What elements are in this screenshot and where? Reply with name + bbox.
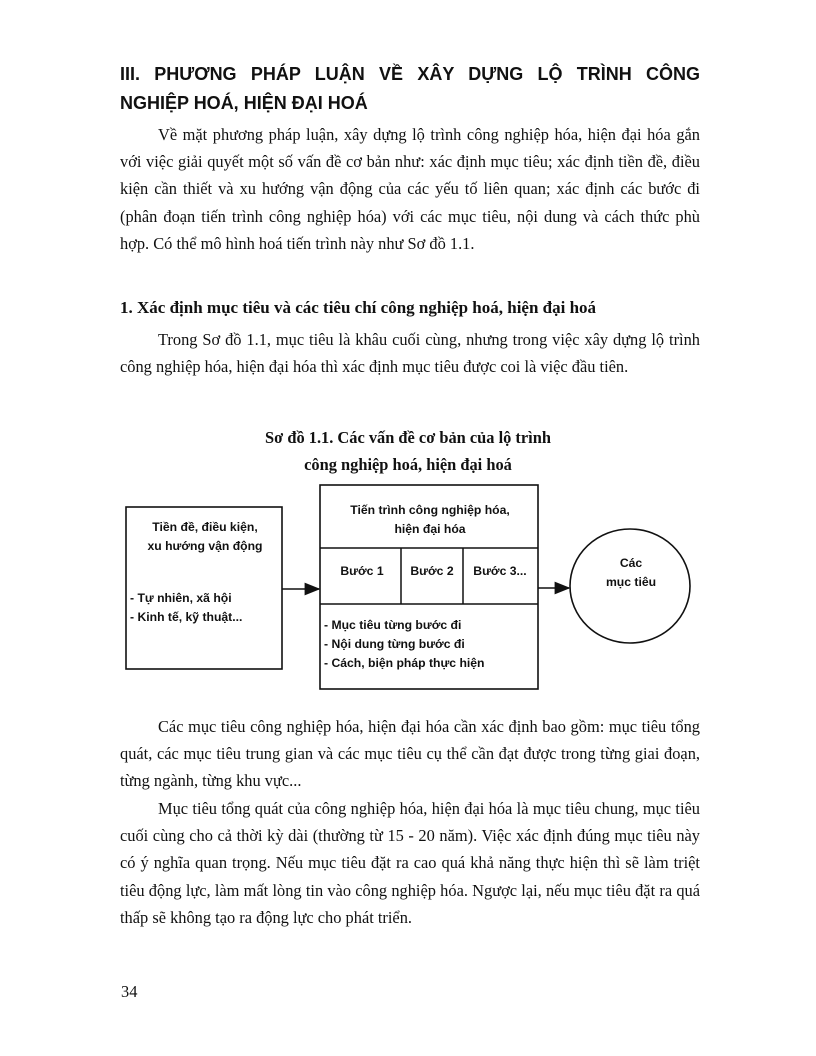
goal-label-line-2: mục tiêu	[605, 575, 657, 589]
middle-box-title-line-2: hiện đại hóa	[394, 522, 466, 536]
section-heading-line-1: III. PHƯƠNG PHÁP LUẬN VỀ XÂY DỰNG LỘ TRÌNH CÔNG	[120, 64, 700, 84]
left-box-title-line-2: xu hướng vận động	[147, 539, 263, 553]
left-box-title-line-1: Tiền đề, điều kiện,	[152, 520, 258, 534]
step-3-cell: Bước 3...	[473, 564, 527, 578]
general-goal-paragraph: Mục tiêu tổng quát của công nghiệp hóa, hiện đại hóa là mục tiêu chung, mục tiêu cuối cùng cho cả thời kỳ dài (thường từ 15 - 20 năm). Việc xác định đúng mục tiêu này có ý nghĩa quan trọng. Nếu mục tiêu đặt ra cao quá khả năng thực hiện thì sẽ làm triệt tiêu động lực, làm mất lòng tin vào công nghiệp hóa. Ngược lại, nếu mục tiêu đặt ra quá thấp sẽ không tạo ra động lực cho phát triển.	[120, 799, 700, 927]
subsection-title: 1. Xác định mục tiêu và các tiêu chí công nghiệp hoá, hiện đại hoá	[120, 298, 597, 317]
left-box-item: - Tự nhiên, xã hội	[130, 591, 232, 605]
goal-label	[582, 554, 680, 592]
intro-paragraph: Về mặt phương pháp luận, xây dựng lộ trình công nghiệp hóa, hiện đại hóa gắn với việc giải quyết một số vấn đề cơ bản như: xác định mục tiêu; xác định tiền đề, điều kiện cần thiết và xu hướng vận động của các yếu tố liên quan; xác định các bước đi (phân đoạn tiến trình công nghiệp hóa) với các mục tiêu, nội dung và cách thức phù hợp. Có thể mô hình hoá tiến trình này như Sơ đồ 1.1.	[120, 125, 700, 253]
left-box-list	[130, 589, 280, 627]
page-number: 34	[121, 982, 138, 1001]
step-2-cell: Bước 2	[410, 564, 454, 578]
middle-box-item: - Nội dung từng bước đi	[324, 637, 465, 651]
section-heading	[120, 60, 700, 118]
middle-box-title	[324, 501, 536, 539]
middle-box-item: - Cách, biện pháp thực hiện	[324, 656, 485, 670]
middle-box-item: - Mục tiêu từng bước đi	[324, 618, 462, 632]
middle-box-list	[324, 616, 538, 673]
left-box-item: - Kinh tế, kỹ thuật...	[130, 610, 243, 624]
subsection-paragraph: Trong Sơ đồ 1.1, mục tiêu là khâu cuối cùng, nhưng trong việc xây dựng lộ trình công nghiệp hóa, hiện đại hóa thì xác định mục tiêu được coi là việc đầu tiên.	[120, 330, 700, 377]
step-1-cell: Bước 1	[340, 564, 384, 578]
diagram-caption-line-1: Sơ đồ 1.1. Các vấn đề cơ bản của lộ trình	[265, 428, 551, 447]
goal-label-line-1: Các	[619, 556, 643, 570]
goals-paragraph: Các mục tiêu công nghiệp hóa, hiện đại hóa cần xác định bao gồm: mục tiêu tổng quát, các mục tiêu trung gian và các mục tiêu cụ thể cần đạt được trong từng giai đoạn, từng ngành, từng khu vực...	[120, 717, 700, 791]
middle-box-title-line-1: Tiến trình công nghiệp hóa,	[350, 503, 510, 517]
diagram-caption-line-2: công nghiệp hoá, hiện đại hoá	[304, 455, 512, 474]
left-box-title	[134, 518, 276, 556]
section-heading-line-2: NGHIỆP HOÁ, HIỆN ĐẠI HOÁ	[120, 93, 368, 113]
diagram-caption	[200, 424, 616, 478]
